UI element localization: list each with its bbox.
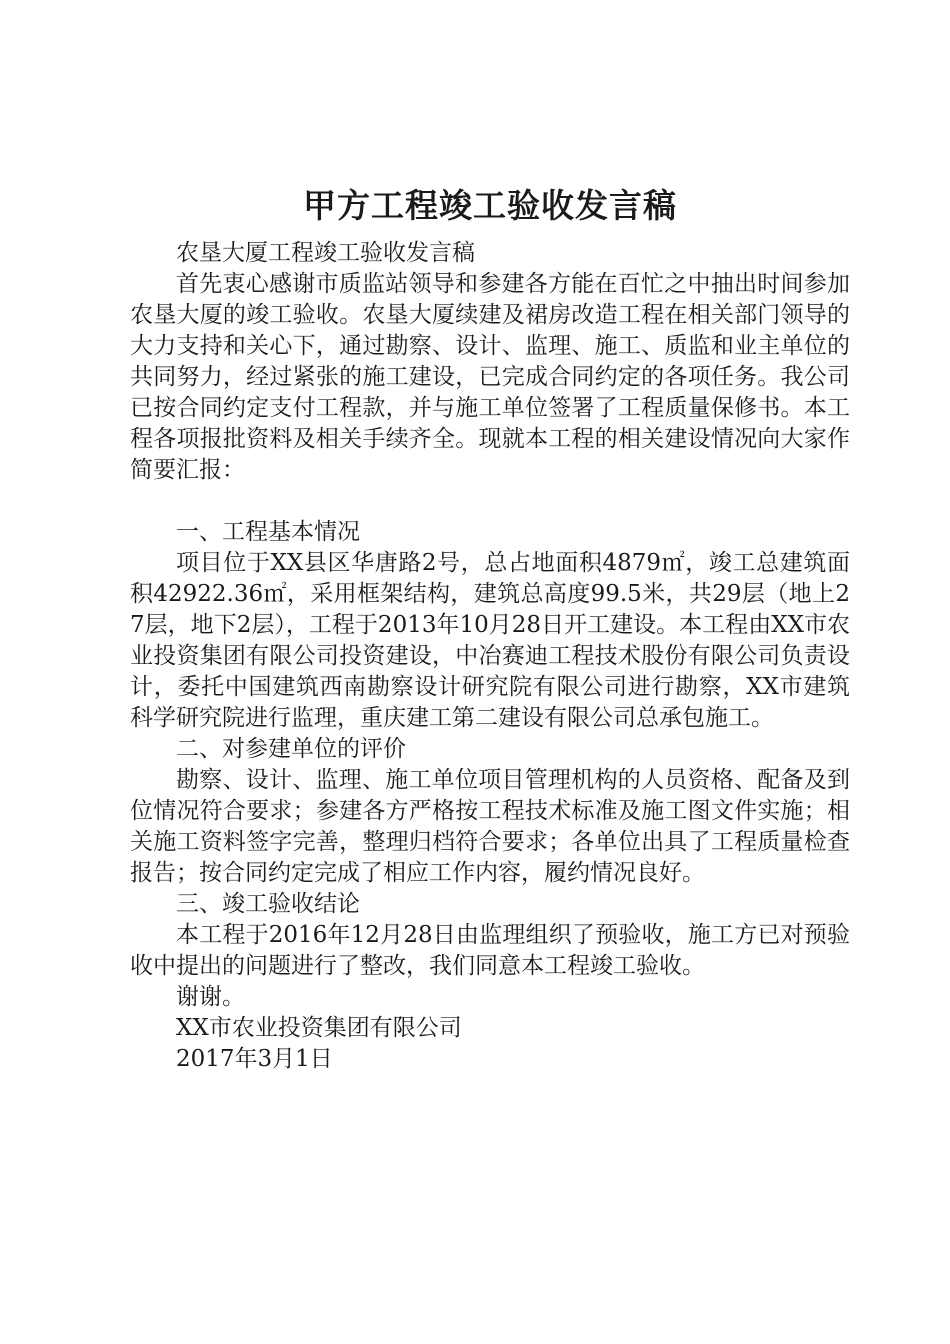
paragraph-gap (130, 486, 850, 517)
section-body-conclusion: 本工程于2016年12月28日由监理组织了预验收，施工方已对预验收中提出的问题进行了整改，我们同意本工程竣工验收。 (130, 922, 850, 979)
closing-thanks: 谢谢。 (176, 984, 245, 1010)
section-heading-conclusion: 三、竣工验收结论 (176, 891, 360, 917)
document-page (130, 178, 850, 1075)
section-body-basic-info: 项目位于XX县区华唐路2号，总占地面积4879㎡，竣工总建筑面积42922.36㎡，采用框架结构，建筑总高度99.5米，共29层（地上27层，地下2层），工程于2013年10月28日开工建设。本工程由XX市农业投资集团有限公司投资建设，中冶赛迪工程技术股份有限公司负责设计，委托中国建筑西南勘察设计研究院有限公司进行勘察，XX市建筑科学研究院进行监理，重庆建工第二建设有限公司总承包施工。 (130, 550, 850, 731)
section-body-evaluation: 勘察、设计、监理、施工单位项目管理机构的人员资格、配备及到位情况符合要求；参建各方严格按工程技术标准及施工图文件实施；相关施工资料签字完善，整理归档符合要求；各单位出具了工程质量检查报告；按合同约定完成了相应工作内容，履约情况良好。 (130, 767, 850, 886)
signature-date: 2017年3月1日 (176, 1046, 333, 1072)
section-heading-basic-info: 一、工程基本情况 (176, 519, 360, 545)
document-title: 甲方工程竣工验收发言稿 (303, 186, 677, 225)
signature-company: XX市农业投资集团有限公司 (176, 1015, 462, 1041)
intro-paragraph: 首先衷心感谢市质监站领导和参建各方能在百忙之中抽出时间参加农垦大厦的竣工验收。农垦大厦续建及裙房改造工程在相关部门领导的大力支持和关心下，通过勘察、设计、监理、施工、质监和业主单位的共同努力，经过紧张的施工建设，已完成合同约定的各项任务。我公司已按合同约定支付工程款，并与施工单位签署了工程质量保修书。本工程各项报批资料及相关手续齐全。现就本工程的相关建设情况向大家作简要汇报： (130, 271, 850, 483)
section-heading-evaluation: 二、对参建单位的评价 (176, 736, 406, 762)
document-subtitle: 农垦大厦工程竣工验收发言稿 (176, 240, 475, 266)
